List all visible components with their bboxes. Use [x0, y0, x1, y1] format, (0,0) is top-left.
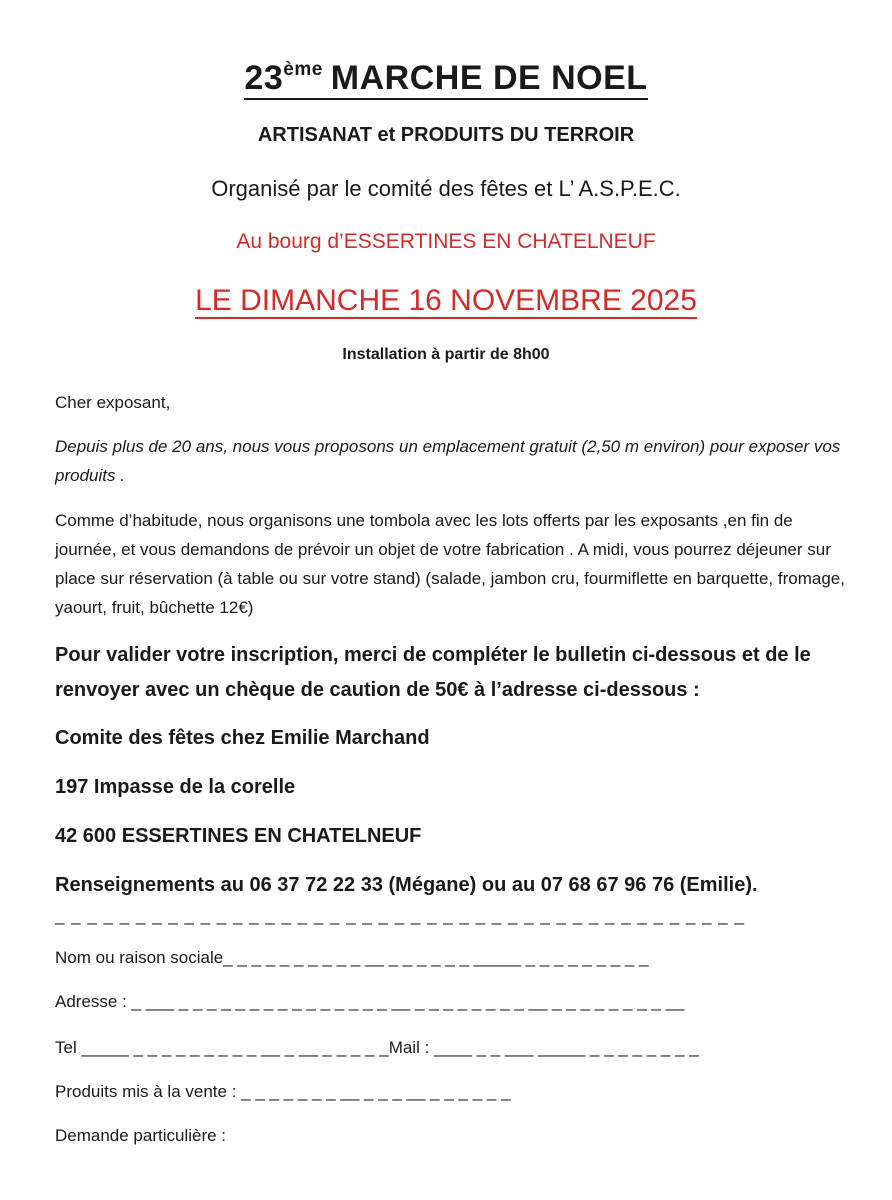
organizer: Organisé par le comité des fêtes et L’ A.S.P.E.C. — [211, 176, 681, 201]
installation-time: Installation à partir de 8h00 — [342, 346, 550, 363]
request-field[interactable] — [55, 1126, 226, 1146]
tel-mail-field[interactable] — [55, 1038, 699, 1058]
products-label: Produits mis à la vente : — [55, 1082, 242, 1101]
location: Au bourg d’ESSERTINES EN CHATELNEUF — [236, 230, 656, 253]
edition-suffix: ème — [283, 59, 323, 80]
address-line-1: Comite des fêtes chez Emilie Marchand — [55, 727, 430, 749]
tel-blank[interactable]: _____ _ _ _ _ _ _ _ _ _ __ _ __ _ _ _ _ _ — [81, 1038, 389, 1057]
event-title — [0, 50, 892, 100]
products-field[interactable] — [55, 1082, 511, 1102]
tel-label: Tel — [55, 1038, 82, 1057]
name-blank[interactable]: _ _ _ _ _ _ _ _ _ _ __ _ _ _ _ _ _ _____ _ _ _ _ _ _ _ _ _ — [223, 948, 649, 967]
greeting: Cher exposant, — [55, 393, 171, 412]
address-field[interactable] — [55, 992, 685, 1012]
edition-number: 23 — [244, 59, 284, 97]
habit-paragraph: Comme d’habitude, nous organisons une tombola avec les lots offerts par les exposants ,en fin de journée, et vous demandons de prévoir un objet de votre fabrication . A midi, vous pourrez déjeuner sur place sur réservation (à table ou sur votre stand) (salade, jambon cru, fourmiflette en barquette, fromage, yaourt, fruit, bûchette 12€) — [55, 511, 845, 617]
request-label: Demande particulière : — [55, 1126, 227, 1145]
products-blank[interactable]: _ _ _ _ _ _ _ __ _ _ _ __ _ _ _ _ _ _ — [241, 1082, 511, 1101]
info-line: Renseignements au 06 37 72 22 33 (Mégane) ou au 07 68 67 96 76 (Emilie). — [55, 874, 758, 896]
subtitle: ARTISANAT et PRODUITS DU TERROIR — [257, 124, 635, 146]
address-label: Adresse : — [55, 992, 132, 1011]
mail-blank[interactable]: ____ _ _ ___ _____ _ _ _ _ _ _ _ _ — [434, 1038, 699, 1057]
name-label: Nom ou raison sociale — [55, 948, 224, 967]
address-blank[interactable]: _ ___ _ _ _ _ _ _ _ _ _ _ _ _ _ _ _ __ _ _ _ _ _ _ _ _ __ _ _ _ _ _ _ _ _ __ — [131, 992, 685, 1011]
event-date-wrap — [0, 284, 892, 318]
mail-label: Mail : — [388, 1038, 435, 1057]
validation-paragraph: Pour valider votre inscription, merci de compléter le bulletin ci-dessous et de le renvoyer avec un chèque de caution de 50€ à l’adresse ci-dessous : — [55, 644, 811, 701]
title-text: MARCHE DE NOEL — [330, 59, 648, 97]
address-line-2: 197 Impasse de la corelle — [55, 776, 296, 798]
address-line-3: 42 600 ESSERTINES EN CHATELNEUF — [55, 825, 422, 847]
name-field[interactable] — [55, 948, 649, 968]
form-separator: _ _ _ _ _ _ _ _ _ _ _ _ _ _ _ _ _ _ _ _ _ _ _ _ _ _ _ _ _ _ _ _ _ _ _ _ _ _ _ _ _ _ _ — [55, 906, 745, 925]
event-date: LE DIMANCHE 16 NOVEMBRE 2025 — [195, 284, 697, 317]
intro-paragraph: Depuis plus de 20 ans, nous vous proposons un emplacement gratuit (2,50 m environ) pour exposer vos produits . — [55, 437, 841, 485]
